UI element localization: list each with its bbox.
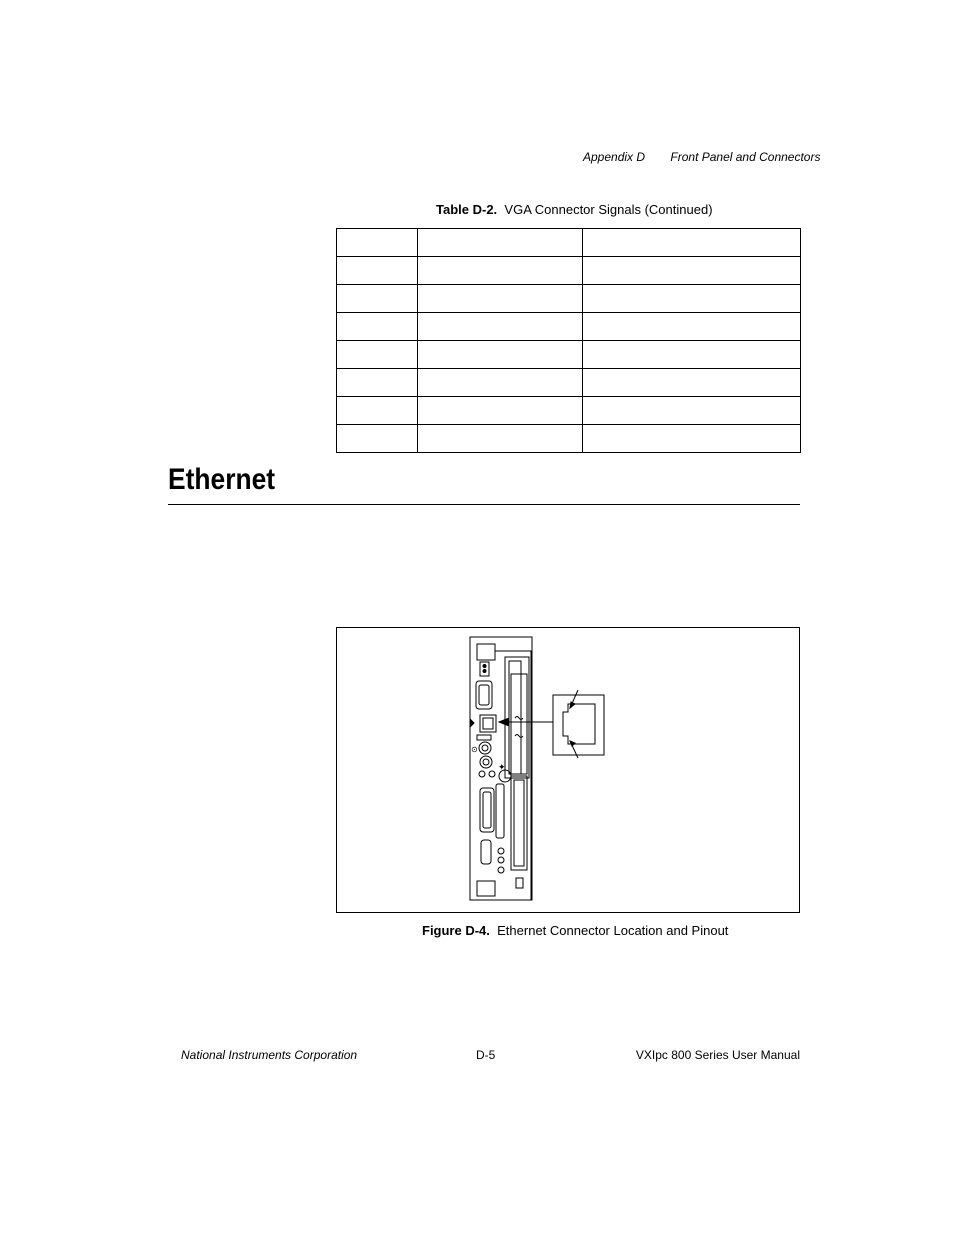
table-cell	[583, 341, 801, 369]
svg-text:⊙: ⊙	[471, 745, 478, 754]
svg-text:✦: ✦	[498, 763, 506, 773]
table-cell	[337, 397, 418, 425]
table-cell	[418, 229, 583, 257]
front-panel-diagram	[337, 628, 799, 912]
table-row	[337, 313, 801, 341]
section-title: Ethernet	[168, 463, 276, 496]
mouse-port	[479, 742, 491, 754]
top-handle	[477, 644, 495, 660]
table-cell	[418, 425, 583, 453]
table-caption	[436, 202, 713, 217]
running-header	[583, 150, 820, 164]
table-cell	[337, 229, 418, 257]
table-cell	[418, 369, 583, 397]
scsi-connector	[496, 784, 504, 838]
table-cell	[583, 229, 801, 257]
table-row	[337, 341, 801, 369]
table-cell	[583, 425, 801, 453]
table-cell	[583, 257, 801, 285]
table-row	[337, 397, 801, 425]
table-cell	[337, 313, 418, 341]
table-cell	[337, 257, 418, 285]
figure-caption-text: Ethernet Connector Location and Pinout	[497, 923, 729, 938]
vga-signals-table	[336, 228, 801, 453]
table-cell	[583, 285, 801, 313]
lower-slot	[511, 776, 527, 870]
header-section: Front Panel and Connectors	[670, 150, 821, 164]
footer-manual-title: VXIpc 800 Series User Manual	[635, 1048, 800, 1062]
parallel-connector	[480, 788, 494, 832]
section-divider	[168, 504, 800, 505]
table-cell	[418, 313, 583, 341]
table-cell	[583, 369, 801, 397]
table-row	[337, 285, 801, 313]
table-cell	[418, 257, 583, 285]
table-caption-label: Table D-2.	[436, 202, 498, 217]
table-cell	[337, 285, 418, 313]
table-cell	[337, 425, 418, 453]
footer-company: National Instruments Corporation	[181, 1048, 358, 1062]
rj45-socket-outline	[563, 704, 595, 744]
table-row	[337, 257, 801, 285]
pointer-arrowhead	[499, 718, 509, 726]
table-cell	[337, 341, 418, 369]
bottom-handle	[477, 881, 495, 896]
figure-caption	[422, 923, 728, 938]
table-row	[337, 369, 801, 397]
header-chapter: Appendix D	[583, 150, 646, 164]
footer-page-number: D-5	[476, 1048, 496, 1062]
table-cell	[418, 341, 583, 369]
table-cell	[418, 397, 583, 425]
table-row	[337, 229, 801, 257]
keyboard-port	[480, 756, 492, 768]
expansion-slot-2	[511, 674, 527, 774]
figure-frame	[336, 627, 800, 913]
table-cell	[583, 313, 801, 341]
table-row	[337, 425, 801, 453]
table-cell	[418, 285, 583, 313]
table-cell	[583, 397, 801, 425]
table-caption-text: VGA Connector Signals (Continued)	[504, 202, 713, 217]
figure-caption-label: Figure D-4.	[422, 923, 490, 938]
table-cell	[337, 369, 418, 397]
